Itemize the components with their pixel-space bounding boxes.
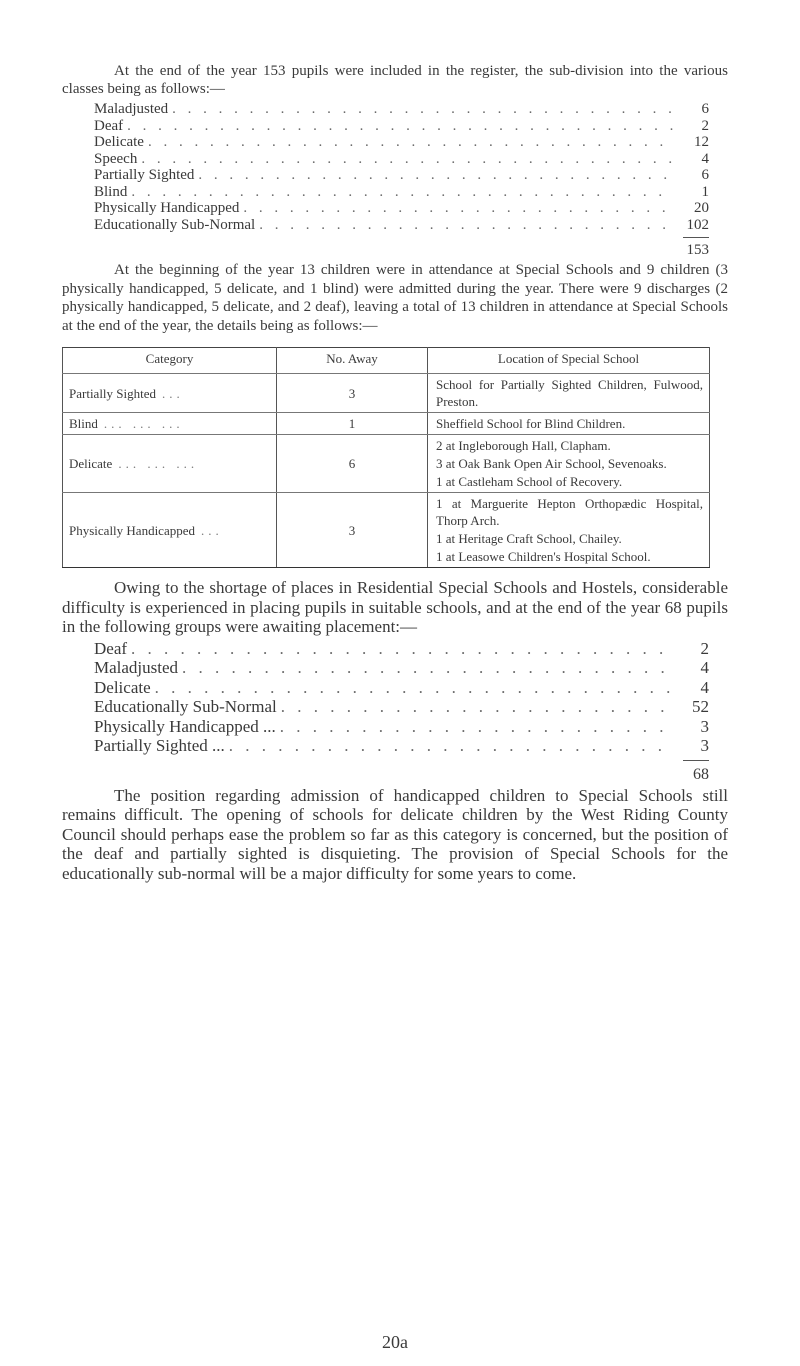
placement-paragraph: Owing to the shortage of places in Residential Special Schools and Hostels, considerable difficulty is experienced in placing pupils in suitable schools, and at the end of the year 68 pupils in the following groups were awaiting placement:— [62,578,728,636]
list-item: Delicate . . . 12 [94,134,709,151]
column-header: No. Away [277,348,428,374]
column-header: Location of Special School [428,348,710,374]
total-rule [683,237,709,238]
table-row: Partially Sighted ... 3 School for Partially Sighted Children, Fulwood, Preston. [63,374,710,413]
table-row: Physically Handicapped ... 3 1 at Marguerite Hepton Orthopædic Hospital, Thorp Arch. 1 at Heritage Craft School, Chailey. 1 at Leasowe Children's Hospital School. [63,493,710,568]
intro-paragraph: At the end of the year 153 pupils were included in the register, the sub-division into the various classes being as follows:— [62,63,728,97]
page-number: 20a [382,1332,408,1352]
register-total: 153 [62,233,709,261]
list-item: Deaf . . . 2 [94,118,709,135]
list-item: Speech . . . 4 [94,151,709,168]
list-item: Delicate . . . 4 [94,678,709,698]
awaiting-list [94,639,709,756]
table-header-row [63,348,710,374]
column-header: Category [63,348,277,374]
total-rule [683,760,709,761]
list-item: Physically Handicapped ... . . . 3 [94,717,709,737]
attendance-paragraph: At the beginning of the year 13 children were in attendance at Special Schools and 9 children (3 physically handicapped, 5 delicate, and 1 blind) were admitted during the year. There were 9 discharges (2 physically handicapped, 5 delicate, and 2 deaf), leaving a total of 13 children in attendance at Special Schools at the end of the year, the details being as follows:— [62,262,728,334]
awaiting-total: 68 [62,756,709,784]
list-item: Physically Handicapped . . . 20 [94,200,709,217]
document-page [62,62,728,1352]
list-item: Partially Sighted ... . . . 3 [94,736,709,756]
table-row: Blind ... ... ... 1 Sheffield School for Blind Children. [63,413,710,435]
register-list [94,101,709,233]
list-item: Maladjusted . . . 6 [94,101,709,118]
special-schools-table [62,347,710,568]
list-item: Educationally Sub-Normal . . . 52 [94,697,709,717]
list-item: Maladjusted . . . 4 [94,658,709,678]
list-item: Deaf . . . 2 [94,639,709,659]
list-item: Partially Sighted . . . 6 [94,167,709,184]
list-item: Educationally Sub-Normal . . . 102 [94,217,709,234]
list-item: Blind . . . 1 [94,184,709,201]
admission-paragraph: The position regarding admission of handicapped children to Special Schools still remains difficult. The opening of schools for delicate children by the West Riding County Council should perhaps ease the problem so far as this category is concerned, but the position of the deaf and partially sighted is disquieting. The provision of Special Schools for the educationally sub-normal will be a major difficulty for some years to come. [62,785,728,883]
table-row: Delicate ... ... ... 6 2 at Ingleborough Hall, Clapham. 3 at Oak Bank Open Air School, Sevenoaks. 1 at Castleham School of Recovery. [63,435,710,493]
